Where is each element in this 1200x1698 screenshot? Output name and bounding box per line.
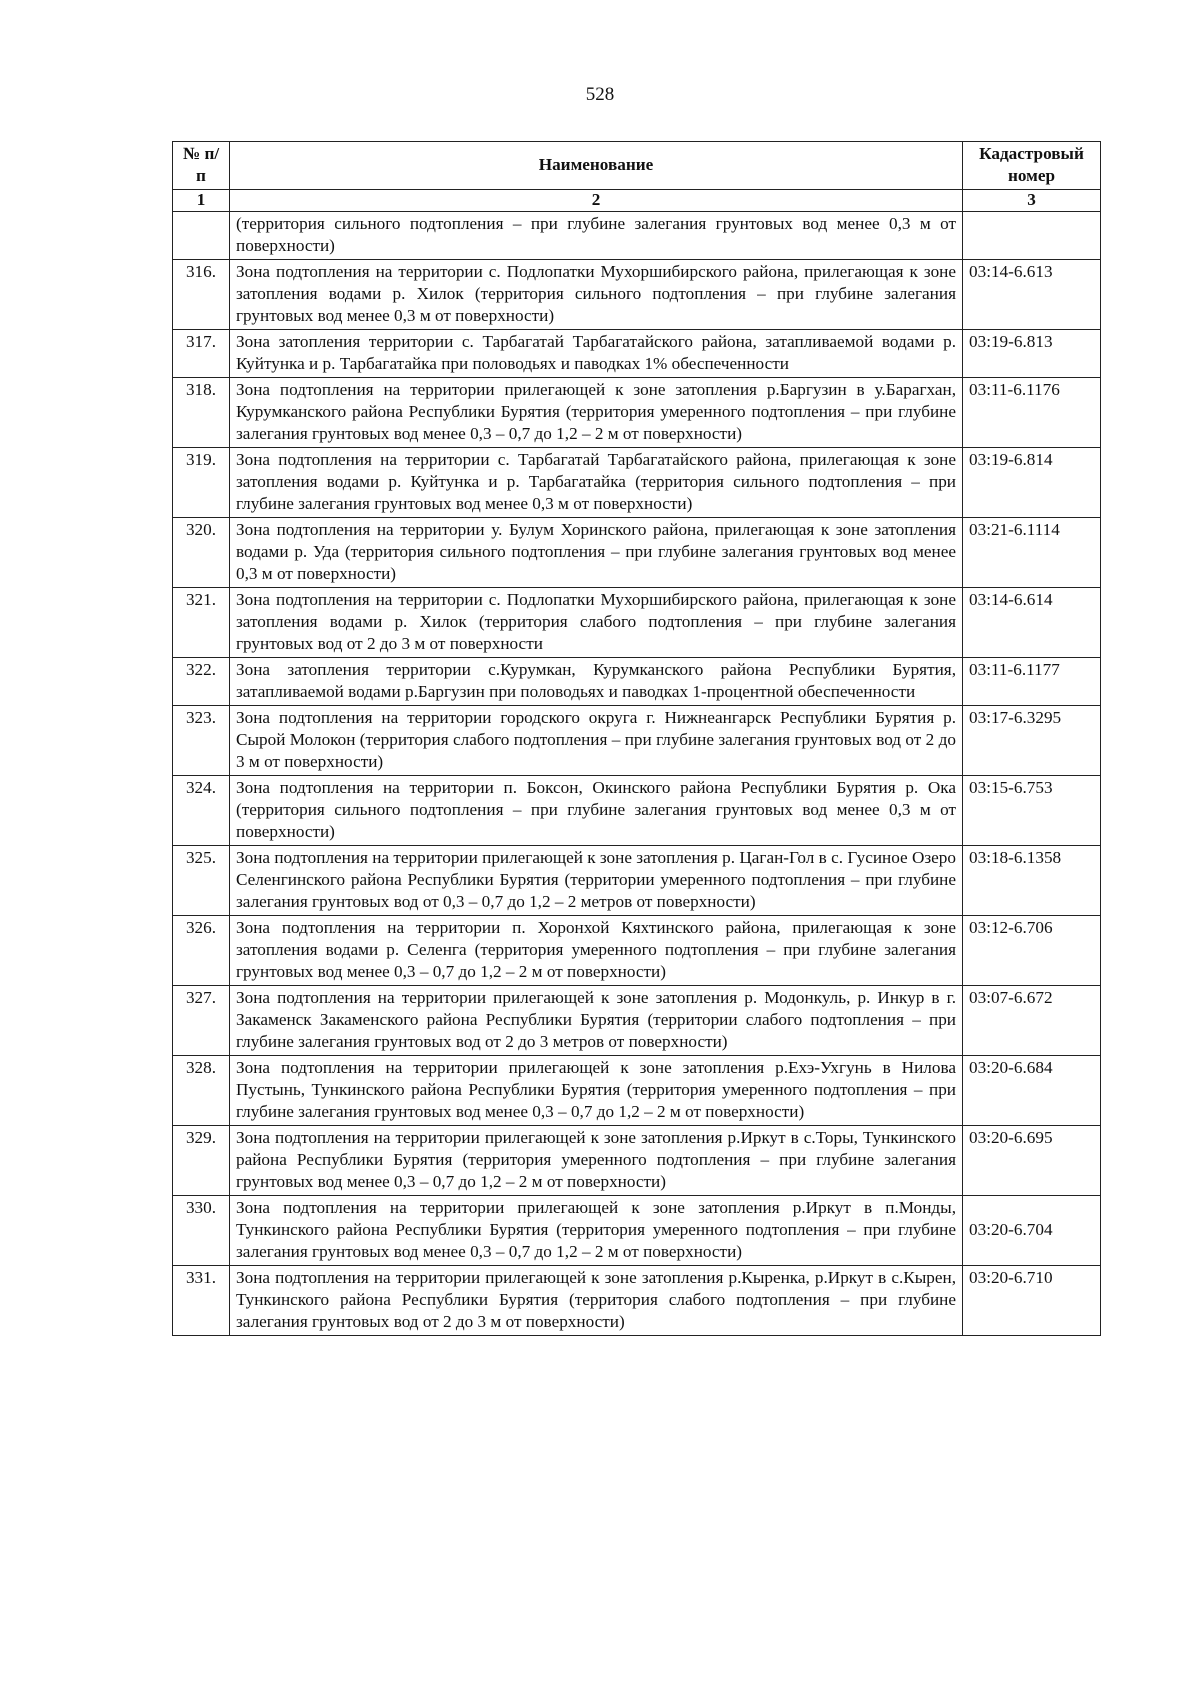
table-row: [173, 518, 1101, 588]
row-number: 330.: [173, 1196, 230, 1266]
table-row: [173, 260, 1101, 330]
row-name: Зона подтопления на территории прилегающей к зоне затопления р. Модонкуль, р. Инкур в г. Закаменск Закаменского района Республики Бурятия (территории слабого подтопления – при глубине залегания грунтовых вод от 2 до 3 метров от поверхности): [230, 986, 963, 1056]
row-number: 319.: [173, 448, 230, 518]
table-row: [173, 1056, 1101, 1126]
row-name: Зона подтопления на территории п. Боксон, Окинского района Республики Бурятия р. Ока (территория сильного подтопления – при глубине залегания грунтовых вод менее 0,3 м от поверхности): [230, 776, 963, 846]
table-row: [173, 846, 1101, 916]
row-name: (территория сильного подтопления – при глубине залегания грунтовых вод менее 0,3 м от поверхности): [230, 212, 963, 260]
row-name: Зона подтопления на территории с. Подлопатки Мухоршибирского района, прилегающая к зоне затопления водами р. Хилок (территория сильного подтопления – при глубине залегания грунтовых вод менее 0,3 м от поверхности): [230, 260, 963, 330]
table-row: [173, 776, 1101, 846]
row-number: 322.: [173, 658, 230, 706]
row-number: 327.: [173, 986, 230, 1056]
row-cadastral-number: 03:20-6.710: [963, 1266, 1101, 1336]
row-name: Зона подтопления на территории прилегающей к зоне затопления р.Баргузин в у.Барагхан, Курумканского района Республики Бурятия (территория умеренного подтопления – при глубине залегания грунтовых вод менее 0,3 – 0,7 до 1,2 – 2 м от поверхности): [230, 378, 963, 448]
row-name: Зона подтопления на территории с. Тарбагатай Тарбагатайского района, прилегающая к зоне затопления водами р. Куйтунка и р. Тарбагатайка (территория сильного подтопления – при глубине залегания грунтовых вод менее 0,3 м от поверхности): [230, 448, 963, 518]
header-name: Наименование: [230, 142, 963, 190]
row-name: Зона подтопления на территории с. Подлопатки Мухоршибирского района, прилегающая к зоне затопления водами р. Хилок (территория слабого подтопления – при глубине залегания грунтовых вод от 2 до 3 м от поверхности: [230, 588, 963, 658]
row-name: Зона затопления территории с.Курумкан, Курумканского района Республики Бурятия, затапливаемой водами р.Баргузин при половодьях и паводках 1-процентной обеспеченности: [230, 658, 963, 706]
row-cadastral-number: 03:18-6.1358: [963, 846, 1101, 916]
table-row: [173, 1126, 1101, 1196]
row-name: Зона подтопления на территории прилегающей к зоне затопления р.Иркут в п.Монды, Тункинского района Республики Бурятия (территория умеренного подтопления – при глубине залегания грунтовых вод менее 0,3 – 0,7 до 1,2 – 2 м от поверхности): [230, 1196, 963, 1266]
row-number: 324.: [173, 776, 230, 846]
row-cadastral-number: 03:11-6.1177: [963, 658, 1101, 706]
row-number: 318.: [173, 378, 230, 448]
row-number: 317.: [173, 330, 230, 378]
row-number: 326.: [173, 916, 230, 986]
row-number: 323.: [173, 706, 230, 776]
row-cadastral-number: 03:14-6.614: [963, 588, 1101, 658]
row-number: 320.: [173, 518, 230, 588]
row-cadastral-number: 03:19-6.814: [963, 448, 1101, 518]
table-row: [173, 212, 1101, 260]
row-name: Зона подтопления на территории п. Хоронхой Кяхтинского района, прилегающая к зоне затопления водами р. Селенга (территория умеренного подтопления – при глубине залегания грунтовых вод менее 0,3 – 0,7 до 1,2 – 2 м от поверхности): [230, 916, 963, 986]
row-name: Зона подтопления на территории городского округа г. Нижнеангарск Республики Бурятия р. Сырой Молокон (территория слабого подтопления – при глубине залегания грунтовых вод от 2 до 3 м от поверхности): [230, 706, 963, 776]
table-row: [173, 330, 1101, 378]
table-row: [173, 986, 1101, 1056]
row-cadastral-number: 03:20-6.704: [963, 1196, 1101, 1266]
col-number-3: 3: [963, 190, 1101, 212]
row-cadastral-number: 03:11-6.1176: [963, 378, 1101, 448]
row-cadastral-number: 03:15-6.753: [963, 776, 1101, 846]
header-num: № п/п: [173, 142, 230, 190]
row-cadastral-number: 03:20-6.684: [963, 1056, 1101, 1126]
row-name: Зона подтопления на территории у. Булум Хоринского района, прилегающая к зоне затопления водами р. Уда (территория сильного подтопления – при глубине залегания грунтовых вод менее 0,3 м от поверхности): [230, 518, 963, 588]
row-cadastral-number: 03:19-6.813: [963, 330, 1101, 378]
page-number: 528: [585, 84, 615, 105]
row-cadastral-number: 03:21-6.1114: [963, 518, 1101, 588]
table-row: [173, 916, 1101, 986]
row-cadastral-number: 03:14-6.613: [963, 260, 1101, 330]
table-row: [173, 658, 1101, 706]
zones-table: [172, 141, 1101, 1336]
row-name: Зона подтопления на территории прилегающей к зоне затопления р.Кыренка, р.Иркут в с.Кырен, Тункинского района Республики Бурятия (территория слабого подтопления – при глубине залегания грунтовых вод от 2 до 3 м от поверхности): [230, 1266, 963, 1336]
row-cadastral-number: 03:20-6.695: [963, 1126, 1101, 1196]
table-row: [173, 1196, 1101, 1266]
table-row: [173, 1266, 1101, 1336]
row-number: [173, 212, 230, 260]
table-header-row: [173, 142, 1101, 190]
row-name: Зона подтопления на территории прилегающей к зоне затопления р. Цаган-Гол в с. Гусиное Озеро Селенгинского района Республики Бурятия (территории умеренного подтопления – при глубине залегания грунтовых вод от 0,3 – 0,7 до 1,2 – 2 метров от поверхности): [230, 846, 963, 916]
row-number: 328.: [173, 1056, 230, 1126]
table-row: [173, 378, 1101, 448]
table-row: [173, 448, 1101, 518]
row-name: Зона подтопления на территории прилегающей к зоне затопления р.Ехэ-Ухгунь в Нилова Пустынь, Тункинского района Республики Бурятия (территория умеренного подтопления – при глубине залегания грунтовых вод менее 0,3 – 0,7 до 1,2 – 2 м от поверхности): [230, 1056, 963, 1126]
row-cadastral-number: [963, 212, 1101, 260]
row-number: 331.: [173, 1266, 230, 1336]
row-number: 321.: [173, 588, 230, 658]
table-row: [173, 706, 1101, 776]
col-number-1: 1: [173, 190, 230, 212]
row-cadastral-number: 03:07-6.672: [963, 986, 1101, 1056]
row-name: Зона подтопления на территории прилегающей к зоне затопления р.Иркут в с.Торы, Тункинского района Республики Бурятия (территория умеренного подтопления – при глубине залегания грунтовых вод менее 0,3 – 0,7 до 1,2 – 2 м от поверхности): [230, 1126, 963, 1196]
row-name: Зона затопления территории с. Тарбагатай Тарбагатайского района, затапливаемой водами р. Куйтунка и р. Тарбагатайка при половодьях и паводках 1% обеспеченности: [230, 330, 963, 378]
column-number-row: [173, 190, 1101, 212]
col-number-2: 2: [230, 190, 963, 212]
row-cadastral-number: 03:12-6.706: [963, 916, 1101, 986]
row-number: 329.: [173, 1126, 230, 1196]
row-cadastral-number: 03:17-6.3295: [963, 706, 1101, 776]
table-row: [173, 588, 1101, 658]
row-number: 325.: [173, 846, 230, 916]
row-number: 316.: [173, 260, 230, 330]
header-cadastral: Кадастровый номер: [963, 142, 1101, 190]
